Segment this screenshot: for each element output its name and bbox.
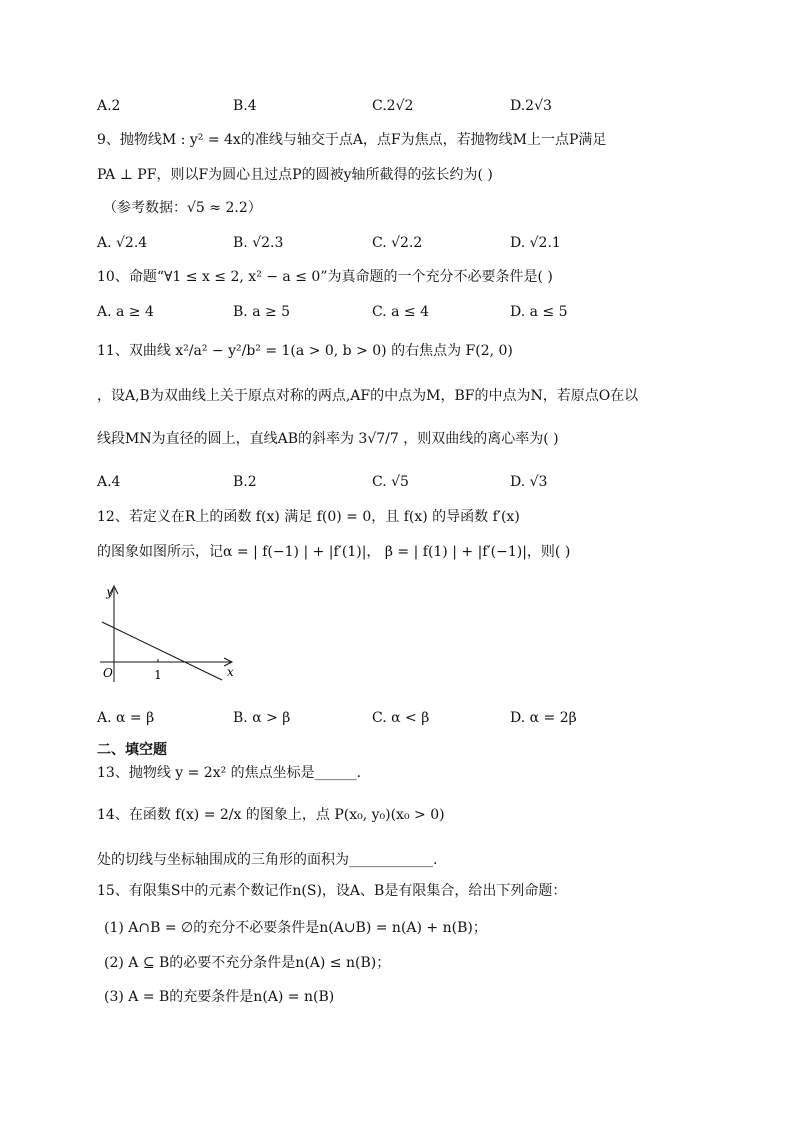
q10-option-d: D. a ≤ 5 <box>510 304 568 320</box>
q11-option-d: D. √3 <box>510 474 548 490</box>
q9-reference-data: （参考数据：√5 ≈ 2.2） <box>103 200 262 216</box>
q12-option-b: B. α > β <box>233 710 291 726</box>
derivative-line <box>102 622 222 680</box>
q10-option-c: C. a ≤ 4 <box>372 304 429 320</box>
q11-stem-line1: 11、双曲线 x²/a² − y²/b² = 1(a > 0, b > 0) 的右焦点为 F(2, 0) <box>97 343 513 359</box>
q8-option-b: B.4 <box>233 98 257 114</box>
q10-option-a: A. a ≥ 4 <box>97 304 154 320</box>
q11-stem-line3: 线段MN为直径的圆上，直线AB的斜率为 3√7/7 ，则双曲线的离心率为( ) <box>97 431 559 447</box>
q8-option-d: D.2√3 <box>510 98 552 114</box>
q9-stem-line1: 9、抛物线M : y² = 4x的准线与轴交于点A，点F为焦点，若抛物线M上一点P满足 <box>97 132 607 148</box>
q12-option-a: A. α = β <box>97 710 155 726</box>
section-heading-fill-in: 二、填空题 <box>97 742 167 758</box>
origin-label: O <box>103 666 113 680</box>
q12-stem-line2: 的图象如图所示，记α = | f(−1) | + |f′(1)|， β = | f(1) | + |f′(−1)|，则( ) <box>97 544 571 560</box>
q11-option-a: A.4 <box>97 474 121 490</box>
q12-option-d: D. α = 2β <box>510 710 577 726</box>
q13-stem: 13、抛物线 y = 2x² 的焦点坐标是______. <box>97 765 362 781</box>
q9-option-d: D. √2.1 <box>510 235 561 251</box>
q9-option-a: A. √2.4 <box>97 235 148 251</box>
derivative-graph <box>92 582 242 690</box>
x-tick-label: 1 <box>154 668 162 682</box>
q10-stem: 10、命题“∀1 ≤ x ≤ 2, x² − a ≤ 0”为真命题的一个充分不必要条件是( ) <box>97 269 553 285</box>
q15-stem: 15、有限集S中的元素个数记作n(S)，设A、B是有限集合，给出下列命题： <box>97 883 567 899</box>
y-axis-label: y <box>106 585 113 599</box>
q12-option-c: C. α < β <box>372 710 430 726</box>
q11-stem-line2: ，设A,B为双曲线上关于原点对称的两点,AF的中点为M，BF的中点为N，若原点O在以 <box>97 388 639 404</box>
q11-option-b: B.2 <box>233 474 257 490</box>
q9-stem-line2: PA ⊥ PF，则以F为圆心且过点P的圆被y轴所截得的弦长约为( ) <box>97 167 493 183</box>
q12-stem-line1: 12、若定义在R上的函数 f(x) 满足 f(0) = 0，且 f(x) 的导函数 f′(x) <box>97 509 520 525</box>
x-axis-label: x <box>227 665 234 679</box>
q14-stem-line1: 14、在函数 f(x) = 2/x 的图象上，点 P(x₀, y₀)(x₀ > 0) <box>97 807 445 823</box>
q14-stem-line2: 处的切线与坐标轴围成的三角形的面积为____________. <box>97 852 438 868</box>
q8-option-c: C.2√2 <box>372 98 414 114</box>
q9-option-b: B. √2.3 <box>233 235 284 251</box>
q9-option-c: C. √2.2 <box>372 235 423 251</box>
q11-option-c: C. √5 <box>372 474 409 490</box>
q15-item-1: (1) A∩B = ∅的充分不必要条件是n(A∪B) = n(A) + n(B)； <box>104 920 487 936</box>
q10-option-b: B. a ≥ 5 <box>233 304 291 320</box>
q8-option-a: A.2 <box>97 98 121 114</box>
q15-item-2: (2) A ⊆ B的必要不充分条件是n(A) ≤ n(B)； <box>104 955 391 971</box>
q15-item-3: (3) A = B的充要条件是n(A) = n(B) <box>104 989 335 1005</box>
